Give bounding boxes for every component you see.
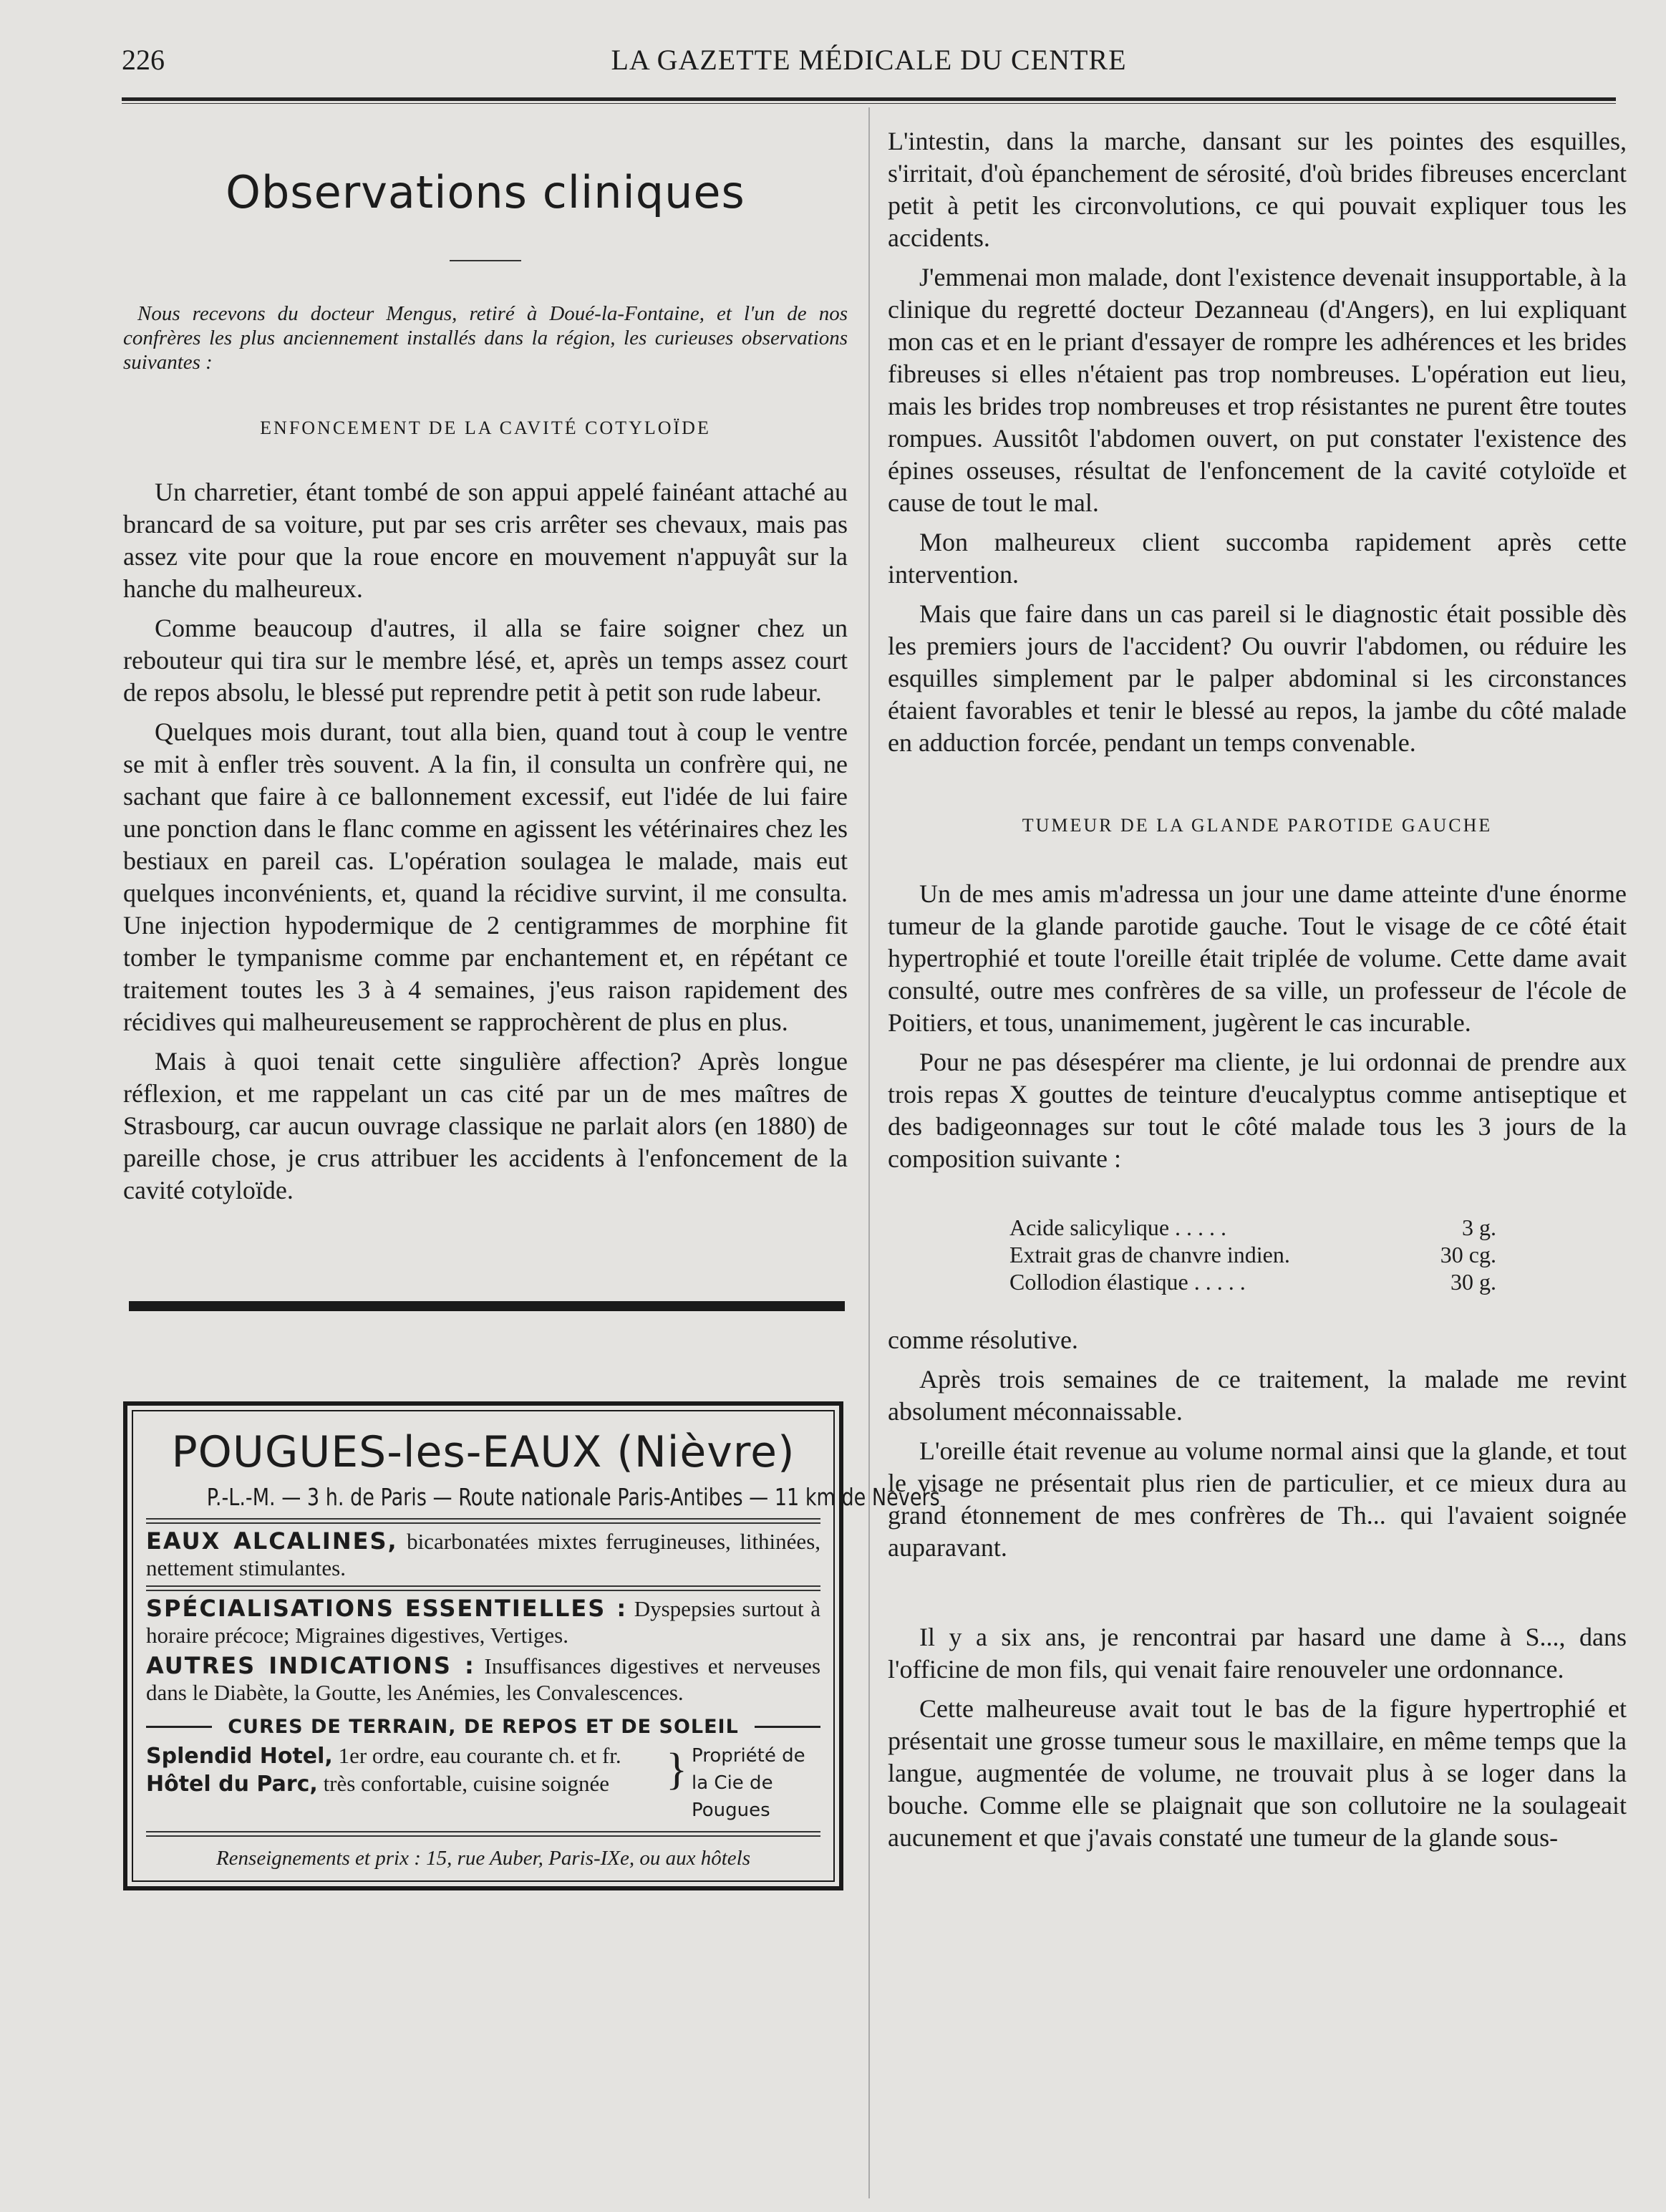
ad-hotels <box>146 1742 820 1824</box>
editorial-intro: Nous recevons du docteur Mengus, retiré à Doué-la-Fontaine, et l'un de nos confrères les plus anciennement installés dans la région, les curieuses observations suivantes : <box>123 302 848 374</box>
paragraph: Un charretier, étant tombé de son appui appelé fainéant attaché au brancard de sa voiture, put par ses cris arrêter ses chevaux, mais pas assez vite pour que la roue encore en mouvement n'appuyât sur la hanche du malheureux. <box>123 478 848 603</box>
paragraph: Mon malheureux client succomba rapidement après cette intervention. <box>888 528 1627 589</box>
paragraph: Il y a six ans, je rencontrai par hasard une dame à S..., dans l'officine de mon fils, qui venait faire renouveler une ordonnance. <box>888 1623 1627 1684</box>
section-separator-bar <box>129 1301 845 1311</box>
paragraph: Comme beaucoup d'autres, il alla se faire soigner chez un rebouteur qui tira sur le membre lésé, et, après un temps assez court de repos absolu, le blessé put reprendre petit à petit son rude labeur. <box>123 614 848 707</box>
ad-double-rule <box>146 1585 820 1591</box>
ad-cures-line: CURES DE TERRAIN, DE REPOS ET DE SOLEIL <box>146 1716 820 1738</box>
ad-title: POUGUES-les-EAUX (Nièvre) <box>171 1427 795 1477</box>
ad-specialisations: SPÉCIALISATIONS ESSENTIELLES : Dyspepsies surtout à horaire précoce; Migraines digestives, Vertiges. <box>146 1595 821 1648</box>
paragraph: Mais à quoi tenait cette singulière affection? Après longue réflexion, et me rappelant un cas cité par un de mes maîtres de Strasbourg, car aucun ouvrage classique ne parlait alors (en 1880) de pareille chose, je crus attribuer les accidents à l'enfoncement de la cavité cotyloïde. <box>123 1047 848 1204</box>
running-header <box>122 37 1616 80</box>
right-column <box>888 125 1627 1861</box>
ad-route: P.-L.-M. — 3 h. de Paris — Route nationale Paris-Antibes — 11 km de Nevers <box>206 1483 940 1511</box>
ad-autres-indications: AUTRES INDICATIONS : Insuffisances digestives et nerveuses dans le Diabète, la Goutte, les Anémies, les Convalescences. <box>146 1652 821 1705</box>
section-heading-cotyloide: ENFONCEMENT DE LA CAVITÉ COTYLOÏDE <box>260 417 711 438</box>
paragraph: Mais que faire dans un cas pareil si le diagnostic était possible dès les premiers jours de l'accident? Ou ouvrir l'abdomen, ou réduire les esquilles simplement par le palper abdominal si les circonstances étaient favorables et tenir le blessé au repos, la jambe du côté malade en adduction forcée, pendant un temps convenable. <box>888 599 1627 757</box>
paragraph: Quelques mois durant, tout alla bien, quand tout à coup le ventre se mit à enfler très souvent. A la fin, il consulta un confrère qui, ne sachant que faire à ce ballonnement excessif, eut l'idée de lui faire une ponction dans le flanc comme en agissent les vétérinaires chez les bestiaux en pareil cas. L'opération soulagea le malade, mais eut quelques inconvénients, et, quand la récidive survint, il me consulta. Une injection hypodermique de 2 centigrammes de morphine fit tomber le tympanisme comme par enchantement et, en répétant ce traitement toutes les 3 à 4 semaines, j'eus raison rapidement des récidives qui malheureusement se rapprochèrent de plus en plus. <box>123 718 848 1036</box>
section-heading-parotide: TUMEUR DE LA GLANDE PAROTIDE GAUCHE <box>1022 815 1493 836</box>
page-number: 226 <box>122 44 165 76</box>
ad-eaux: EAUX ALCALINES, bicarbonatées mixtes ferrugineuses, lithinées, nettement stimulantes. <box>146 1527 821 1580</box>
advertisement-pougues <box>123 1401 940 1890</box>
ad-info: Renseignements et prix : 15, rue Auber, Paris-IXe, ou aux hôtels <box>215 1847 751 1870</box>
hotel-splendid: Splendid Hotel, 1er ordre, eau courante ch. et fr. <box>146 1743 621 1769</box>
paragraph: J'emmenai mon malade, dont l'existence devenait insupportable, à la clinique du regretté docteur Dezanneau (d'Angers), en lui expliquant mon cas et en le priant d'essayer de rompre les adhérences et les brides fibreuses si elles n'étaient pas trop nombreuses. L'opération eut lieu, mais les brides trop nombreuses et trop résistantes ne purent être toutes rompues. Aussitôt l'abdomen ouvert, on put constater l'existence des épines osseuses, résultat de l'enfoncement de la cavité cotyloïde et cause de tout le mal. <box>888 263 1627 517</box>
formula-row: Acide salicylique . . . . . 3 g. <box>1009 1214 1496 1240</box>
paragraph: Après trois semaines de ce traitement, la malade me revint absolument méconnaissable. <box>888 1365 1627 1426</box>
paragraph: Un de mes amis m'adressa un jour une dame atteinte d'une énorme tumeur de la glande parotide gauche. Tout le visage de ce côté était hypertrophié et toute l'oreille était triplée de volume. Cette dame avait consulté, outre mes confrères de sa ville, un professeur de l'école de Poitiers, et tous, unanimement, jugèrent le cas incurable. <box>888 879 1627 1037</box>
column-divider <box>868 107 870 2198</box>
header-rule <box>122 97 1616 104</box>
journal-title: LA GAZETTE MÉDICALE DU CENTRE <box>611 44 1127 76</box>
ad-ownership: Propriété de la Cie de Pougues <box>692 1745 805 1821</box>
paragraph: L'intestin, dans la marche, dansant sur les pointes des esquilles, s'irritait, d'où épanchement de sérosité, d'où brides fibreuses encerclant petit à petit les circonvolutions, ce qui pouvait expliquer tous les accidents. <box>888 127 1627 252</box>
paragraph: Pour ne pas désespérer ma cliente, je lui ordonnai de prendre aux trois repas X gouttes de teinture d'eucalyptus comme antiseptique et des badigeonnages sur tout le côté malade tous les 3 jours de la composition suivante : <box>888 1048 1627 1173</box>
left-column <box>123 107 940 1890</box>
ad-double-rule <box>146 1831 820 1837</box>
hotel-parc: Hôtel du Parc, très confortable, cuisine soignée <box>146 1771 609 1797</box>
paragraph: comme résolutive. <box>888 1325 1078 1354</box>
brace: } <box>666 1745 687 1794</box>
paragraph: L'oreille était revenue au volume normal ainsi que la glande, et tout le visage ne présentait plus rien de particulier, et ce mieux dura au grand étonnement de mes confrères de Th... qui l'avaient soignée auparavant. <box>888 1436 1627 1562</box>
formula-row: Collodion élastique . . . . . 30 g. <box>1009 1269 1496 1295</box>
paragraph-gap <box>888 1571 1627 1621</box>
prescription-formula <box>1009 1214 1627 1295</box>
paragraph: Cette malheureuse avait tout le bas de la figure hypertrophié et présentait une grosse tumeur sous le maxillaire, en même temps que la langue, augmentée de volume, ne trouvait plus à se loger dans la bouche. Comme elle se plaignait que son collutoire ne la soulageait aucunement et que j'avais constaté une tumeur de la glande sous- <box>888 1694 1627 1852</box>
formula-row: Extrait gras de chanvre indien. 30 cg. <box>1009 1242 1496 1267</box>
article-title: Observations cliniques <box>226 166 745 218</box>
ad-double-rule <box>146 1518 820 1524</box>
title-rule <box>450 260 521 261</box>
